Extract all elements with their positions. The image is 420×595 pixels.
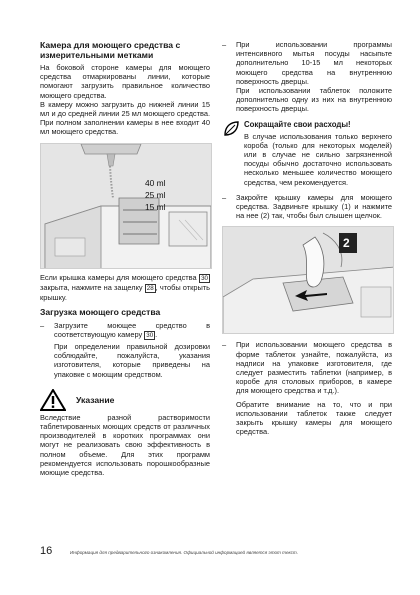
page-number: 16 [40, 545, 53, 557]
dispenser-drawing [41, 144, 212, 269]
paragraph-tablets-door: При использовании таблеток положите дополнительно одну из них на внутреннюю поверхность дверцы. [236, 86, 392, 114]
detergent-dispenser-illustration [40, 143, 212, 269]
paragraph-dosage: При определении правильной дозировки соблюдайте, пожалуйста, указания изготовителя, которые приведены на упаковке с моющим средством. [54, 342, 210, 379]
bullet-load-text-b: . [155, 330, 158, 340]
heading-detergent-chamber: Камера для моющего средства с измерительными метками [40, 40, 181, 60]
tip-text: В случае использования только верхнего короба (только для некоторых моделей) или в случае не сильно загрязненной посуды обычно достаточно использовать несколько меньшее количество моющего средства, чем рекомендуется. [244, 131, 392, 187]
paragraph-tablet-solubility: Вследствие разной растворимости таблетированных моющих средств от различных производителей в коротких программах они могут не реализовать свою эффективность в полном объеме. Для этих программ рекомендуется использовать порошкообразные моющие средства. [40, 412, 210, 478]
footer-note: Информация для предварительного ознакомления. Официальной информацией является этот текст. [70, 550, 298, 555]
step-number-2: 2 [343, 236, 350, 251]
paragraph-close-lid-tablets: Обратите внимание на то, что и при использовании таблеток также следует закрыть крышку камеры для моющего средства. [236, 399, 392, 437]
bullet-intensive-program [222, 40, 392, 86]
ref-30-a: 30 [201, 274, 208, 282]
bullet-intensive-text: При использовании программы интенсивного мытья посуды насыпьте дополнительно 10-15 мл некоторых моющего средства на внутреннюю поверхность дверцы. [236, 40, 392, 86]
open-lid-text-c: , чтобы открыть крышку. [40, 282, 210, 302]
warning-block [40, 389, 210, 411]
bullet-dash: – [222, 340, 227, 350]
warning-heading: Указание [76, 394, 115, 405]
warning-triangle-icon [40, 389, 66, 411]
bullet-dash: – [40, 320, 45, 330]
ref-28: 28 [146, 284, 154, 292]
bullet-tablets [222, 340, 392, 395]
open-lid-text-a: Если крышка камеры для моющего средства [40, 272, 197, 282]
open-lid-text-b: закрыта, нажмите на защелку [40, 282, 143, 292]
label-15ml: 15 ml [145, 201, 166, 212]
bullet-tablets-text: При использовании моющего средства в форме таблеток узнайте, пожалуйста, из надписи на упаковке изготовителя, где следует разместить таблетки (например, в коробе для столовых приборов, в камере для моющего средства и т.д.). [236, 340, 392, 396]
bullet-close-lid-text: Закройте крышку камеры для моющего средства. Задвиньте крышку (1) и нажмите на нее (2) так, чтобы был слышен щелчок. [236, 192, 392, 221]
paragraph-markings: На боковой стороне камеры для моющего средства отмаркированы линии, которые помогают загрузить правильное количество моющего средства. [40, 63, 210, 100]
lid-drawing [223, 227, 394, 334]
tip-heading: Сокращайте свои расходы! [244, 119, 351, 129]
label-40ml: 40 ml [145, 177, 166, 188]
left-column [40, 40, 210, 477]
bullet-dash: – [222, 40, 227, 49]
bullet-close-lid [222, 193, 392, 221]
tip-block [222, 120, 392, 187]
right-column [222, 40, 392, 436]
paragraph-open-lid [40, 273, 210, 302]
heading-loading-detergent: Загрузка моющего средства [40, 306, 161, 317]
bullet-load-text-a: Загрузите моющее средство в соответствующую камеру [54, 320, 210, 340]
label-25ml: 25 ml [145, 189, 166, 200]
bullet-dash: – [222, 192, 227, 202]
page-footer [40, 545, 390, 557]
ref-30-b: 30 [146, 332, 154, 340]
bullet-load-detergent [40, 321, 210, 340]
close-lid-illustration [222, 226, 394, 334]
paragraph-volumes: В камеру можно загрузить до нижней линии 15 мл и до средней линии 25 мл моющего средства. При полном заполнении камеры в нее входит 40 мл моющего средства. [40, 99, 210, 137]
eco-leaf-icon [222, 120, 240, 138]
